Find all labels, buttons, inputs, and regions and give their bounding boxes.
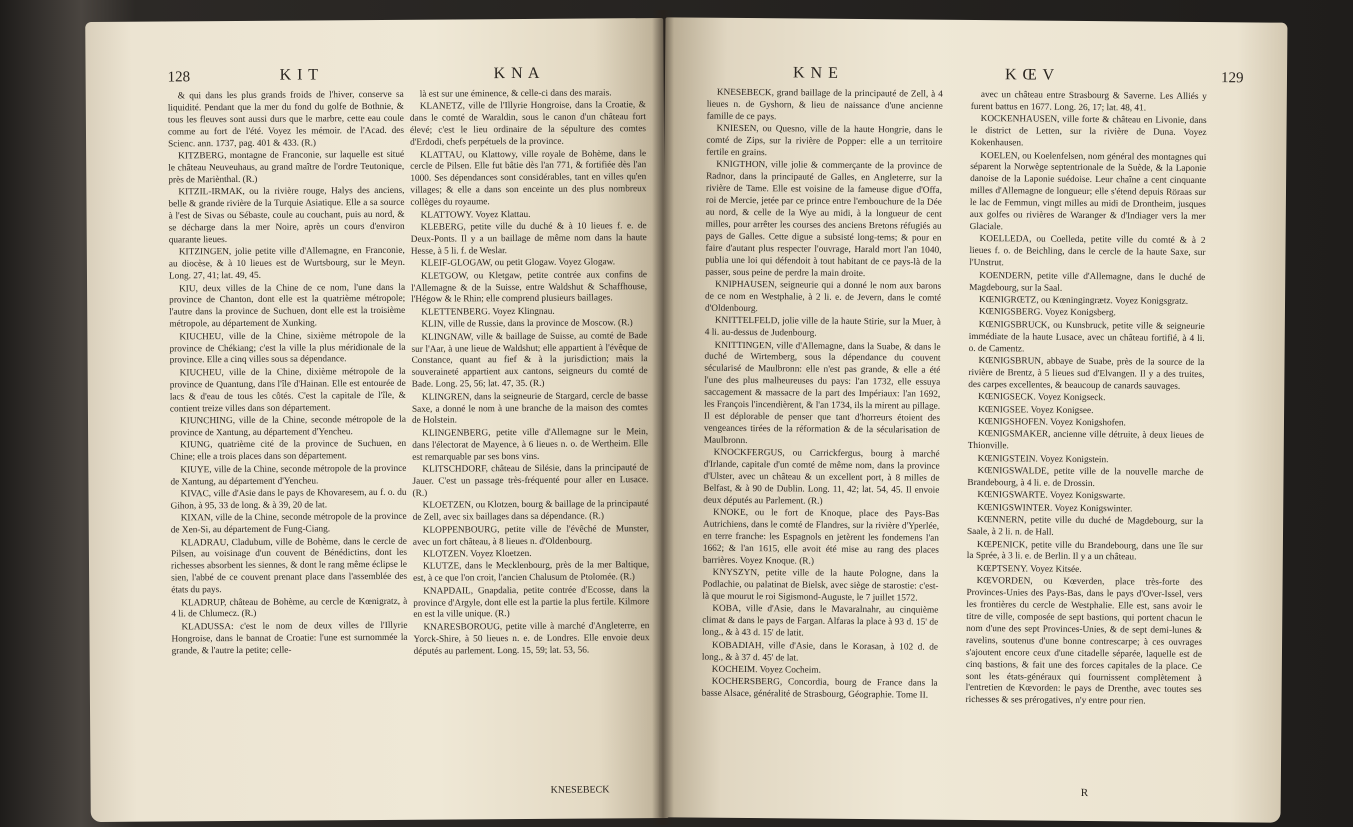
dictionary-entry: KLADRAU, Cladubum, ville de Bohème, dans le cercle de Pilsen, au voisinage d'un couvent de Bénédictins, dont les richesses absorbent les siennes, & dont le rang même éclipse le sien, l'abbé de ce couvent prenant place dans l'assemblée des états du pays. — [170, 536, 408, 596]
dictionary-entry: KŒNIGSWARTE. Voyez Konigswarte. — [977, 490, 1126, 502]
right-page — [659, 17, 1288, 822]
dictionary-entry: KNIGTHON, ville jolie & commerçante de la province de Radnor, dans la principauté de Galles, en Angleterre, sur la rivière de Tame. Elle est voisine de la fameuse digue d'Offa, roi de Mercie, jetée par ce prince entre l'embouchure de la Dée au nord, & celle de la Wye au midi, à la longueur de cent milles, pour arrêter les courses des anciens Bretons réfugiés au pays de Galles. Cette digue a subsisté long-tems; & pour en faire d'autant plus respecter l'ouvrage, Harald mort l'an 1040, publia une loi qui défendoit à tout habitant de ce pays-là de la passer, sous peine de perdre la main droite. — [705, 160, 943, 279]
dictionary-entry: KIVAC, ville d'Asie dans le pays de Khovaresem, au f. o. du Gihon, à 95, 33 de long. & à 39, 20 de lat. — [170, 487, 407, 512]
dictionary-entry: KIUYE, ville de la Chine, seconde métropole de la province de Xantung, au département d'Yencheu. — [170, 463, 407, 487]
dictionary-entry: KLANETZ, ville de l'Illyrie Hongroise, dans la Croatie, & dans le comté de Waraldin, sous le canon d'un château fort élevé; c'est le lieu ordinaire de la sépulture des comtes d'Erdodi, chefs perpétuels de la province. — [409, 100, 647, 148]
dictionary-entry: KNARESBOROUG, petite ville à marché d'Angleterre, en Yorck-Shire, à 50 lieues n. e. de Londres. Elle envoie deux députés au parlement. Long. 15, 59; lat. 53, 56. — [413, 620, 650, 657]
dictionary-entry: KLINGREN, dans la seigneurie de Stargard, cercle de basse Saxe, a donné le nom à une branche de la maison des comtes de Holstein. — [411, 390, 648, 427]
dictionary-entry: KŒVORDEN, ou Kœverden, place très-forte des Provinces-Unies des Pays-Bas, dans le pays d'Over-Issel, vers les frontières du cercle de Westphalie. Elle est, sans avoir le titre de ville, composée de sept bastions, qui portent chacun le nom d'une des sept Provinces-Unies, & de sept demi-lunes & ravelins, soutenus d'une bonne contrescarpe; à ces ouvrages s'ajoutent encore ceux d'une citadelle séparée, laquelle est de cinq bastions, & fait une des forces capitales de la place. Ce sont les états-généraux qui fournissent complètement à l'entretien de Kœvorden: le pays de Drenthe, avec toutes ses richesses & ses prérogatives, n'y entre pour rien. — [965, 576, 1203, 707]
dictionary-entry: KLINGNAW, ville & baillage de Suisse, au comté de Bade sur l'Aar, à une lieue de Waldshut; elle appartient à l'évêque de Constance, quant au fief & à la jurisdiction; mais la souveraineté appartient aux cantons, seigneurs du comté de Bade. Long. 25, 56; lat. 47, 35. (R.) — [411, 330, 648, 391]
dictionary-entry: KLINGENBERG, petite ville d'Allemagne sur le Mein, dans l'électorat de Mayence, à 6 lieues n. o. de Wertheim. Elle est remarquable par ses bons vins. — [412, 426, 649, 463]
dictionary-entry: KNITTINGEN, ville d'Allemagne, dans la Suabe, & dans le duché de Wirtemberg, sous la dépendance du couvent sécularisé de Maulbronn: elle n'est pas grande, & elle a été l'une des plus malheureuses du pays: l'an 1732, elle essuya saccagement & massacre de la part des Impériaux: l'an 1692, les François l'incendièrent, & l'an 1734, ils la mirent au pillage. Il est déplorable de penser que tant d'horreurs étoient des vengeances tirées de la réformation & de la sécularisation de Maulbronn. — [703, 340, 941, 446]
dictionary-entry: KOENDERN, petite ville d'Allemagne, dans le duché de Magdebourg, sur la Saal. — [969, 270, 1206, 294]
page-number: 128 — [167, 69, 191, 86]
dictionary-entry: KŒNIGRŒTZ, ou Kœningingrætz. Voyez Konigsgratz. — [979, 294, 1189, 307]
dictionary-entry: là est sur une éminence, & celle-ci dans des marais. — [419, 88, 612, 100]
dictionary-entry: KNIPHAUSEN, seigneurie qui a donné le nom aux barons de ce nom en Westphalie, à 2 li. e. de Jevern, dans le comté d'Oldenbourg. — [704, 279, 942, 314]
running-head-left: K I T — [279, 66, 320, 84]
dictionary-entry: KIUCHEU, ville de la Chine, dixième métropole de la province de Quantung, dans l'île d'Hainan. Elle est entourée de lacs & d'eau de tous les côtés. C'est la capitale de l'île, & contient treize villes dans son département. — [169, 366, 406, 415]
catchword: KNESEBECK — [550, 784, 610, 796]
running-head-right: K Œ V — [1004, 66, 1056, 84]
signature-mark: R — [1080, 786, 1089, 800]
dictionary-entry: KŒNIGSBRUN, abbaye de Suabe, près de la source de la rivière de Brentz, à 5 lieues sud d'Elvangen. Il y a des truites, des carpes excellentes, & beaucoup de canards sauvages. — [968, 355, 1205, 392]
dictionary-entry: KLADUSSA: c'est le nom de deux villes de l'Illyrie Hongroise, dans le bannat de Croatie: l'une est surnommée la grande, & l'autre la petite; celle- — [171, 620, 408, 657]
dictionary-entry: KNOKE, ou le fort de Knoque, place des Pays-Bas Autrichiens, dans le comté de Flandres, sur la rivière d'Yperlée, en terre franche: les Espagnols en jetèrent les fondemens l'an 1662; & l'an 1615, elle avoit été mise au rang des places barrières. Voyez Knoque. (R.) — [702, 507, 940, 567]
dictionary-entry: KITZINGEN, jolie petite ville d'Allemagne, en Franconie, au diocèse, & à 10 lieues est de Wurtsbourg, sur le Meyn. Long. 27, 41; lat. 49, 45. — [168, 246, 405, 282]
dictionary-entry: KŒNIGSTEIN. Voyez Konigstein. — [977, 453, 1109, 465]
dictionary-entry: KOCHERSBERG, Concordia, bourg de France dans la basse Alsace, généralité de Strasbourg, Géographie. Tome II. — [701, 677, 938, 701]
dictionary-entry: KLOETZEN, ou Klotzen, bourg & baillage de la principauté de Zell, avec six baillages dans sa dépendance. (R.) — [412, 499, 649, 523]
dictionary-entry: KITZIL-IRMAK, ou la rivière rouge, Halys des anciens, belle & grande rivière de la Turquie Asiatique. Elle a sa source à l'est de Sivas ou Sébaste, coule au couchant, puis au nord, & se décharge dans la mer Noire, après un cours d'environ quarante lieues. — [168, 186, 405, 246]
dictionary-entry: KŒNIGSBERG. Voyez Konigsberg. — [978, 307, 1116, 319]
dictionary-entry: KOELEN, ou Koelenfelsen, nom général des montagnes qui séparent la Norwège septentrionale de la Suède, & la Laponie danoise de la Laponie suédoise. Leur chaîne a cent cinquante milles d'Allemagne de longueur; elle s'étend depuis Röraas sur le lac de Femmun, vingt milles au midi de Drontheim, jusques aux golfes ou rivières de Waranger & d'Indiager vers la mer Glaciale. — [969, 150, 1207, 233]
dictionary-entry: KŒNIGSBRUCK, ou Kunsbruck, petite ville & seigneurie immédiate de la haute Lusace, avec un château fortifié, à 4 li. o. de Camentz. — [968, 319, 1205, 354]
right-column-1 — [702, 88, 943, 704]
dictionary-entry: KOCHEIM. Voyez Cocheim. — [711, 664, 822, 676]
dictionary-entry: KNESEBECK, grand baillage de la principauté de Zell, à 4 lieues n. de Gyshorn, & lieu de naissance d'une ancienne famille de ce pays. — [706, 87, 943, 123]
dictionary-entry: KLADRUP, château de Bohème, au cercle de Kœnigratz, à 4 li. de Chlumecz. (R.) — [171, 596, 408, 620]
left-page — [85, 18, 669, 822]
dictionary-entry: KIUCHEU, ville de la Chine, sixième métropole de la province de Chékiang; c'est la ville la plus méridionale de la province. Elle a cinq villes sous sa dépendance. — [169, 330, 406, 366]
dictionary-entry: KLATTOWY. Voyez Klattau. — [420, 209, 531, 221]
left-column-2 — [410, 88, 650, 659]
dictionary-entry: KŒPTSENY. Voyez Kitsée. — [976, 563, 1082, 575]
dictionary-entry: avec un château entre Strasbourg & Saverne. Les Alliés y furent battus en 1677. Long. 26, 17; lat. 48, 41. — [970, 90, 1207, 114]
dictionary-entry: KNAPDAIL, Gnapdalia, petite contrée d'Ecosse, dans la province d'Argyle, dont elle est la partie la plus fertile. Kilmore en est la ville unique. (R.) — [413, 584, 650, 621]
left-column-1 — [168, 90, 408, 659]
dictionary-entry: KŒNNERN, petite ville du duché de Magdebourg, sur la Saale, à 2 li. n. de Hall. — [966, 515, 1204, 538]
dictionary-entry: KLEBERG, petite ville du duché & à 10 lieues f. e. de Deux-Ponts. Il y a un baillage de même nom dans la haute Hesse, à 5 li. f. de Weslar. — [410, 221, 647, 257]
dictionary-entry: KLETGOW, ou Kletgaw, petite contrée aux confins de l'Allemagne & de la Suisse, entre Waldshut & Schaffhouse, l'Hégow & le Rhin; elle comprend plusieurs baillages. — [411, 269, 648, 306]
dictionary-entry: KIUNCHING, ville de la Chine, seconde métropole de la province de Xantung, au département d'Yencheu. — [170, 414, 407, 439]
dictionary-entry: KŒNIGSHOFEN. Voyez Konigshofen. — [977, 417, 1126, 429]
dictionary-entry: KNIESEN, ou Quesno, ville de la haute Hongrie, dans le comté de Zips, sur la rivière de Popper: elle a un territoire fertile en grains. — [706, 123, 943, 159]
dictionary-entry: KNOCKFERGUS, ou Carrickfergus, bourg à marché d'Irlande, capitale d'un comté de même nom, dans la province d'Ulster, avec un château & un excellent port, à 8 milles de Belfast, & à 90 de Dublin. Long. 11, 42; lat. 54, 45. Il envoie deux députés au Parlement. (R.) — [703, 447, 940, 507]
dictionary-entry: KIXAN, ville de la Chine, seconde métropole de la province de Xen-Si, au département de Fung-Ciang. — [170, 512, 407, 536]
dictionary-entry: KLOTZEN. Voyez Kloetzen. — [422, 548, 532, 560]
running-head-right: K N A — [493, 64, 541, 83]
dictionary-entry: KIUNG, quatrième cité de la province de Suchuen, en Chine; elle a trois places dans son département. — [170, 439, 407, 463]
dictionary-entry: KŒNIGSWINTER. Voyez Konigswinter. — [977, 502, 1133, 515]
dictionary-entry: KIU, deux villes de la Chine de ce nom, l'une dans la province de Chanton, dont elle est la quatrième métropole; l'autre dans la province de Suchuen, dont elle est la troisième métropole, au département de Xunking. — [169, 282, 406, 330]
dictionary-entry: KLEIF-GLOGAW, ou petit Glogaw. Voyez Glogaw. — [420, 257, 616, 269]
dictionary-entry: KLOPPENBOURG, petite ville de l'évêché de Munster, avec un fort château, à 8 lieues n. d'Oldenbourg. — [412, 523, 649, 548]
dictionary-entry: KŒPENICK, petite ville du Brandebourg, dans une île sur la Sprée, à 3 li. e. de Berlin. Il y a un château. — [966, 539, 1203, 563]
dictionary-entry: KNITTELFELD, jolie ville de la haute Stirie, sur la Muer, à 4 li. au-dessus de Judenbourg. — [704, 315, 941, 339]
dictionary-entry: KŒNIGSECK. Voyez Konigseck. — [978, 392, 1106, 404]
dictionary-entry: KŒNIGSEE. Voyez Konigsee. — [978, 404, 1094, 416]
dictionary-entry: KLIN, ville de Russie, dans la province de Moscow. (R.) — [421, 318, 633, 330]
dictionary-entry: KŒNIGSMAKER, ancienne ville détruite, à deux lieues de Thionville. — [967, 429, 1204, 452]
dictionary-entry: KOCKENHAUSEN, ville forte & château en Livonie, dans le district de Letten, sur la rivière de Duna. Voyez Kokenhausen. — [970, 114, 1207, 149]
dictionary-entry: KOBA, ville d'Asie, dans le Mavaralnahr, au cinquième climat & dans le pays de Fargan. Alfaras la place à 93 d. 15' de long., & à 43 d. 15' de latit. — [702, 604, 939, 639]
dictionary-entry: KŒNIGSWALDE, petite ville de la nouvelle marche de Brandebourg, à 4 li. e. de Drossin. — [967, 466, 1204, 490]
right-column-2 — [965, 90, 1206, 710]
book-gutter — [652, 10, 674, 825]
page-number: 129 — [1220, 70, 1244, 87]
dictionary-entry: KLUTZE, dans le Mecklenbourg, près de la mer Baltique, est, à ce que l'on croit, l'ancien Chalusum de Ptolomée. (R.) — [413, 560, 650, 585]
dictionary-entry: KITZBERG, montagne de Franconie, sur laquelle est situé le château Neuveuhaus, au grand maître de l'ordre Teutonique, près de Mariènthal. (R.) — [168, 149, 405, 186]
dictionary-entry: KLATTAU, ou Klattowy, ville royale de Bohème, dans le cercle de Pilsen. Elle fut bâtie dès l'an 771, & fortifiée dès l'an 1000. Ses dépendances sont considérables, tant en villes qu'en villages; & elle a dans son enceinte un des plus nombreux collèges du royaume. — [410, 148, 647, 208]
dictionary-entry: KOELLEDA, ou Coelleda, petite ville du comté & à 2 lieues f. o. de Beichling, dans le cercle de la haute Saxe, sur l'Unstrut. — [969, 234, 1206, 269]
dictionary-entry: KLITSCHDORF, château de Silésie, dans la principauté de Jauer. C'est un passage très-fréquenté pour aller en Lusace. (R.) — [412, 463, 649, 499]
dictionary-entry: KOBADIAH, ville d'Asie, dans le Korasan, à 102 d. de long., & à 37 d. 45' de lat. — [701, 640, 939, 664]
dictionary-entry: & qui dans les plus grands froids de l'hiver, conserve sa liquidité. Pendant que la mer du fond du golfe de Bothnie, & tous les fleuves sont aussi durs que le marbre, cette eau coule comme au fort de l'été. Voyez les mémoir. de l'Acad. des Scienc. ann. 1737, pag. 401 & 433. (R.) — [167, 89, 405, 150]
dictionary-entry: KNYSZYN, petite ville de la haute Pologne, dans la Podlachie, ou palatinat de Bielsk, avec siège de starostie: c'est-là que mourut le roi Sigismond-Auguste, le 7 juillet 1572. — [702, 567, 939, 604]
running-head-left: K N E — [792, 64, 839, 82]
dictionary-entry: KLETTENBERG. Voyez Klingnau. — [421, 306, 555, 318]
